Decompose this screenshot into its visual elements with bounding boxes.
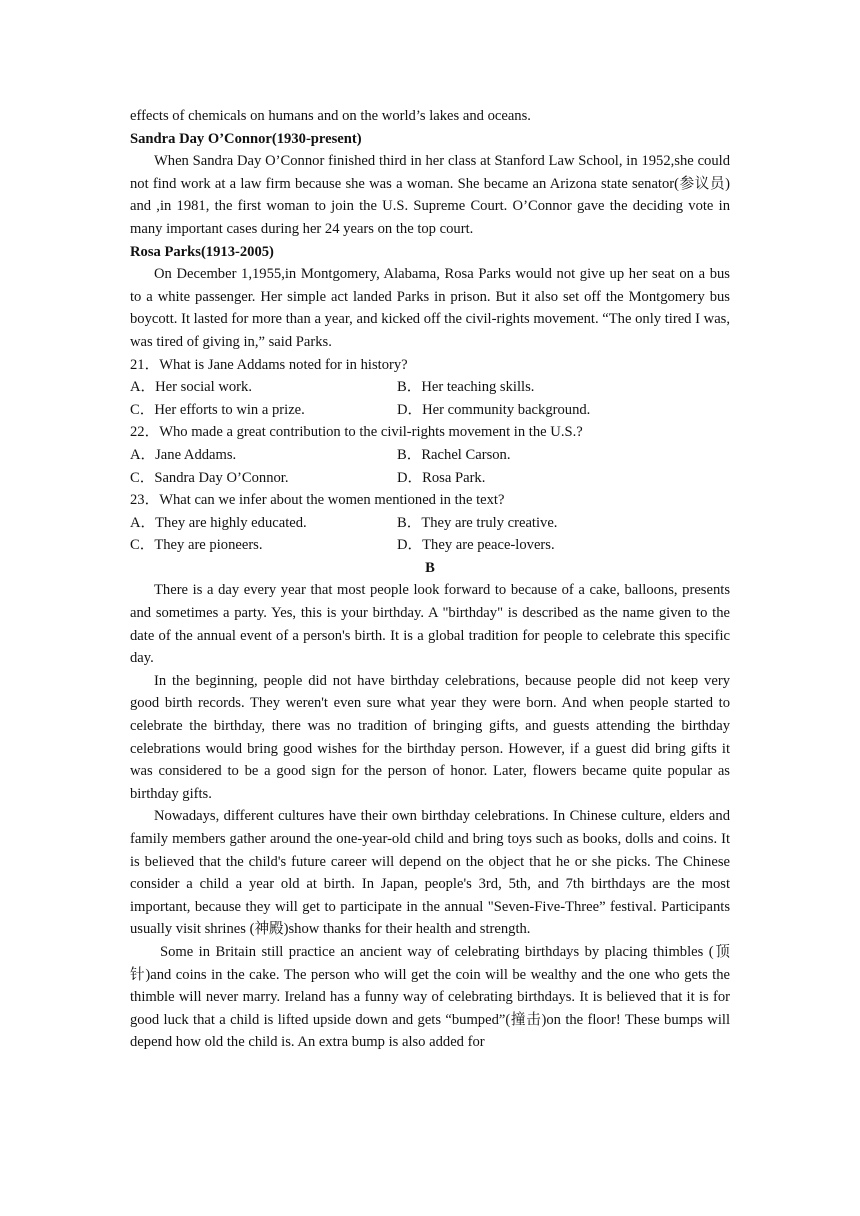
option-c: C．Sandra Day O’Connor. [130,469,289,486]
option-a: A．Her social work. [130,379,252,396]
option-d: D．Rosa Park. [397,469,486,486]
oconnor-paragraph: When Sandra Day O’Connor finished third in her class at Stanford Law School, in 1952,she could not find work at a law firm because she was a woman. She became an Arizona state senator(参议员) and ,in 1981, the first woman to join the U.S. Supreme Court. O’Connor gave the deciding vote in many important cases during her 24 years on the top court. [130,153,730,237]
option-row [130,376,730,399]
parks-paragraph: On December 1,1955,in Montgomery, Alabama, Rosa Parks would not give up her seat on a bus to a white passenger. Her simple act landed Parks in prison. But it also set off the Montgomery bus boycott. It lasted for more than a year, and kicked off the civil-rights movement. “The only tired I was, was tired of giving in,” said Parks. [130,266,730,350]
option-b: B．Her teaching skills. [397,379,535,396]
section-b-heading: B [425,559,435,576]
question-stem: 21．What is Jane Addams noted for in history? [130,356,408,373]
question-21 [130,354,730,422]
question-stem: 22．Who made a great contribution to the civil-rights movement in the U.S.? [130,424,583,441]
option-row [130,399,730,422]
question-stem: 23．What can we infer about the women mentioned in the text? [130,492,505,509]
option-a: A．They are highly educated. [130,514,307,531]
option-row [130,512,730,535]
option-a: A．Jane Addams. [130,446,237,463]
parks-heading: Rosa Parks(1913-2005) [130,243,274,260]
oconnor-heading: Sandra Day O’Connor(1930-present) [130,130,362,147]
option-d: D．They are peace-lovers. [397,537,555,554]
option-c: C．They are pioneers. [130,537,263,554]
intro-tail-paragraph: effects of chemicals on humans and on the world’s lakes and oceans. [130,108,531,124]
section-b-paragraph-4: Some in Britain still practice an ancient way of celebrating birthdays by placing thimbles (顶针)and coins in the cake. The person who will get the coin will be wealthy and the one who gets the thimble will never marry. Ireland has a funny way of celebrating birthdays. It is believed that it is for good luck that a child is lifted upside down and gets “bumped”(撞击)on the floor! These bumps will depend how old the child is. An extra bump is also added for [130,943,730,1051]
option-b: B．Rachel Carson. [397,446,511,463]
document-page [130,105,730,1054]
question-23 [130,489,730,557]
option-b: B．They are truly creative. [397,514,558,531]
option-c: C．Her efforts to win a prize. [130,401,305,418]
question-22 [130,421,730,489]
section-b-paragraph-3: Nowadays, different cultures have their own birthday celebrations. In Chinese culture, elders and family members gather around the one-year-old child and bring toys such as books, dolls and coins. It is believed that the child's future career will depend on the object that he or she picks. The Chinese consider a child a year old at birth. In Japan, people's 3rd, 5th, and 7th birthdays are the most important, because they will get to participate in the annual "Seven-Five-Three” festival. Participants usually visit shrines (神殿)show thanks for their health and strength. [130,808,730,938]
section-b-paragraph-1: There is a day every year that most people look forward to because of a cake, balloons, presents and sometimes a party. Yes, this is your birthday. A "birthday" is described as the name given to the date of the annual event of a person's birth. It is a global tradition for people to celebrate this specific day. [130,582,730,667]
section-b-paragraph-2: In the beginning, people did not have birthday celebrations, because people did not keep very good birth records. They weren't even sure what year they were born. And when people started to celebrate the birthday, there was no tradition of bringing gifts, and guests attending the birthday celebrations would bring good wishes for the birthday person. However, if a guest did bring gifts it was considered to be a good sign for the person of honor. Later, flowers became quite popular as birthday gifts. [130,672,730,802]
option-row [130,534,730,557]
option-d: D．Her community background. [397,401,591,418]
option-row [130,467,730,490]
option-row [130,444,730,467]
